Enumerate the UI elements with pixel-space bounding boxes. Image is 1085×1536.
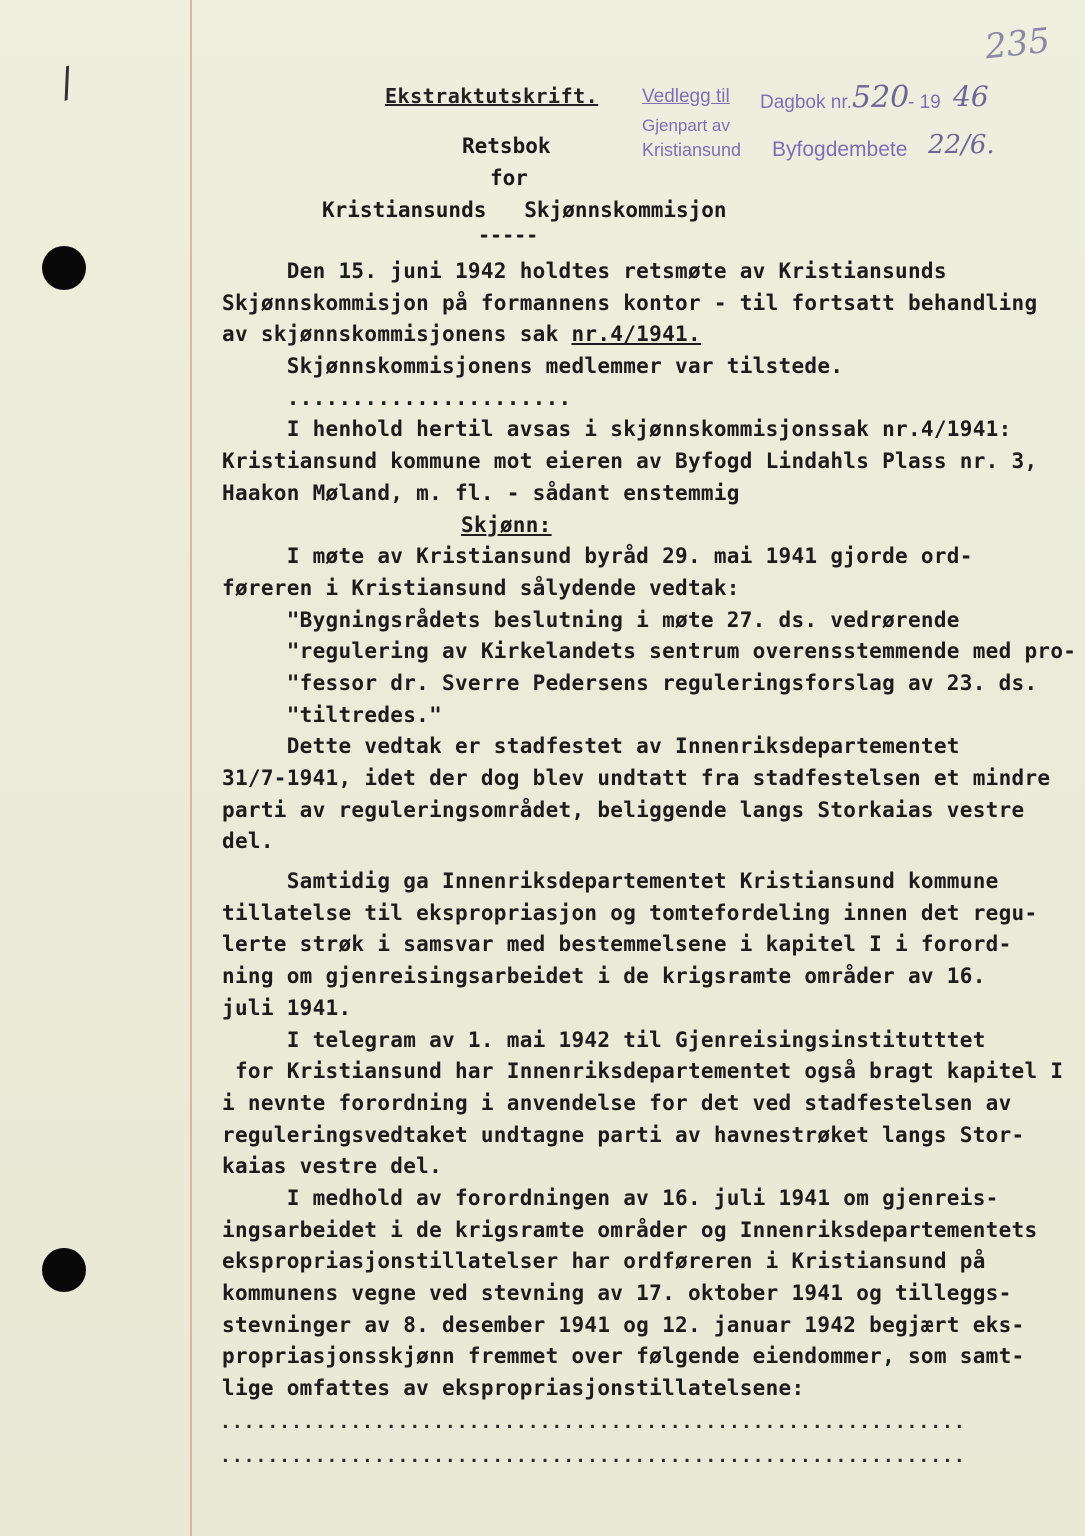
text-line: i nevnte forordning i anvendelse for det ved stadfestelsen av <box>222 1090 1012 1115</box>
stamp-place: Kristiansund <box>642 140 742 160</box>
text-line: Samtidig ga Innenriksdepartementet Kristiansund kommune <box>222 869 999 894</box>
stamp-office: Byfogdembete <box>772 138 908 161</box>
stamp-dagbok-label: Dagbok nr. <box>760 92 852 113</box>
text-line: ingsarbeidet i de krigsramte områder og Innenriksdepartementets <box>222 1217 1038 1242</box>
text-line: kommunens vegne ved stevning av 17. oktober 1941 og tilleggs- <box>222 1281 1012 1305</box>
case-number: nr.4/1941. <box>571 322 701 347</box>
stamp-vedlegg: Vedlegg til <box>642 86 730 107</box>
text-line: I telegram av 1. mai 1942 til Gjenreisingsinstitutttet <box>222 1027 986 1052</box>
text-line: del. <box>222 829 274 854</box>
title-dashes: ----- <box>478 223 539 247</box>
check-mark: / <box>54 59 80 107</box>
text-line: parti av reguleringsområdet, beliggende langs Storkaias vestre <box>222 797 1025 822</box>
text-line: juli 1941. <box>222 995 352 1020</box>
text-line: ning om gjenreisingsarbeidet i de krigsramte områder av 16. <box>222 964 986 989</box>
page-number: 235 <box>983 20 1052 68</box>
text-line: Dette vedtak er stadfestet av Innenriksdepartementet <box>222 734 960 759</box>
text-line <box>222 319 1042 351</box>
text-line: "Bygningsrådets beslutning i møte 27. ds. vedrørende <box>222 607 960 632</box>
text-line: propriasjonsskjønn fremmet over følgende eiendommer, som samt- <box>222 1344 1025 1369</box>
text-line: "fessor dr. Sverre Pedersens reguleringsforslag av 23. ds. <box>222 670 1038 695</box>
text-line: I møte av Kristiansund byråd 29. mai 1941 gjorde ord- <box>222 544 973 569</box>
text-line: lige omfattes av ekspropriasjonstillatelsene: <box>222 1376 805 1401</box>
section-heading-skjonn <box>222 510 1042 542</box>
punch-hole-top <box>42 246 86 290</box>
text-line: "regulering av Kirkelandets sentrum overensstemmende med pro- <box>222 639 1077 664</box>
document-body <box>222 256 1077 1405</box>
margin-rule <box>190 0 192 1536</box>
section-heading-text: Skjønn: <box>461 512 552 537</box>
text-line: Kristiansund kommune mot eieren av Byfogd Lindahls Plass nr. 3, <box>222 449 1038 474</box>
title-for: for <box>490 166 528 190</box>
dotted-separator: ...................... <box>222 385 572 410</box>
stamp-gjenpart: Gjenpart av <box>642 116 730 135</box>
text-line: "tiltredes." <box>222 702 443 727</box>
text-line: Den 15. juni 1942 holdtes retsmøte av Kristiansunds <box>222 259 947 283</box>
punch-hole-bottom <box>42 1248 86 1292</box>
text-line: Skjønnskommisjonens medlemmer var tilstede. <box>222 354 844 379</box>
text-line: I henhold hertil avsas i skjønnskommisjonssak nr.4/1941: <box>222 417 1012 442</box>
document-heading: Ekstraktutskrift. <box>385 84 599 108</box>
text-line: føreren i Kristiansund sålydende vedtak: <box>222 575 740 600</box>
text-span: av skjønnskommisjonens sak <box>222 322 572 347</box>
dotted-rule-1: ............................................................... <box>220 1412 966 1433</box>
text-line: Haakon Møland, m. fl. - sådant enstemmig <box>222 480 740 505</box>
text-line: reguleringsvedtaket undtagne parti av havnestrøket langs Stor- <box>222 1122 1025 1147</box>
text-line: kaias vestre del. <box>222 1154 443 1179</box>
dotted-rule-2: ............................................................... <box>220 1446 966 1467</box>
text-line: 31/7-1941, idet der dog blev undtatt fra stadfestelsen et mindre <box>222 766 1051 790</box>
stamp-date: 22/6. <box>928 130 995 160</box>
text-line: Skjønnskommisjon på formannens kontor - til fortsatt behandling <box>222 290 1038 315</box>
stamp-year: 46 <box>953 80 989 113</box>
stamp-dagbok-number: 520 <box>852 80 910 115</box>
text-line: tillatelse til ekspropriasjon og tomtefordeling innen det regu- <box>222 900 1038 925</box>
title-commission: Kristiansunds Skjønnskommisjon <box>322 198 727 222</box>
text-line: I medhold av forordningen av 16. juli 1941 om gjenreis- <box>222 1185 999 1210</box>
text-line: ekspropriasjonstillatelser har ordføreren i Kristiansund på <box>222 1249 986 1274</box>
text-line: lerte strøk i samsvar med bestemmelsene i kapitel I i forord- <box>222 932 1012 957</box>
stamp-year-prefix: - 19 <box>908 92 941 113</box>
title-retsbok: Retsbok <box>462 134 551 158</box>
text-line: for Kristiansund har Innenriksdepartementet også bragt kapitel I <box>222 1059 1064 1084</box>
text-line: stevninger av 8. desember 1941 og 12. januar 1942 begjært eks- <box>222 1312 1025 1337</box>
